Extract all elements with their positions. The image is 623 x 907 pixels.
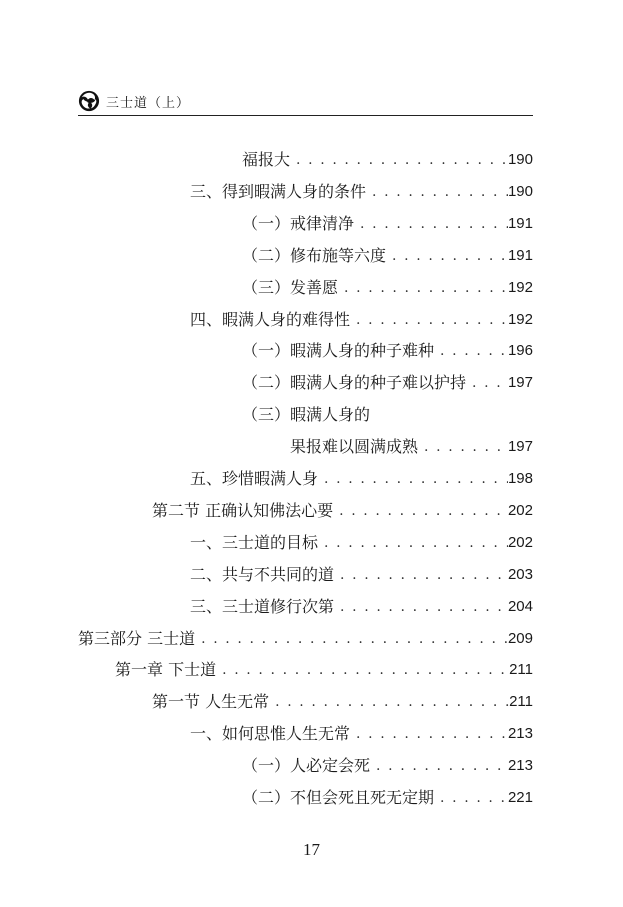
toc-entry-page: 191	[507, 246, 533, 264]
toc-entry-page: 197	[507, 374, 533, 392]
toc-leader-dots	[418, 435, 508, 459]
toc-leader-dots	[318, 531, 508, 555]
toc-leader-dots	[333, 499, 508, 523]
toc-entry	[190, 308, 533, 332]
toc-entry-page: 190	[507, 182, 533, 200]
toc-entry-title: 五、珍惜暇满人身	[190, 469, 319, 488]
toc-leader-dots	[370, 754, 508, 778]
toc-entry	[242, 148, 533, 172]
toc-entry-page: 198	[507, 470, 533, 487]
toc-entry-title: 第二节 正确认知佛法心要	[152, 500, 334, 520]
toc-leader-dots	[366, 180, 508, 204]
toc-entry-title: （二）修布施等六度	[242, 245, 387, 265]
toc-entry-page: 204	[507, 597, 533, 615]
toc-entry-title: 福报大	[242, 150, 291, 169]
toc-leader-dots	[350, 308, 508, 332]
toc-leader-dots	[354, 212, 508, 236]
swirl-emblem-icon	[78, 90, 100, 112]
toc-entry-page: 190	[507, 151, 533, 168]
toc-entry-title: 果报难以圆满成熟	[290, 437, 419, 457]
toc-entry-title: 一、如何思惟人生无常	[190, 724, 351, 744]
toc-entry-page: 191	[507, 214, 533, 232]
running-header	[78, 88, 190, 114]
toc-entry-title: 三、三士道修行次第	[190, 596, 335, 616]
toc-entry-title: （一）戒律清净	[242, 213, 355, 233]
toc-entry	[242, 212, 533, 236]
toc-entry	[242, 276, 533, 300]
toc-entry-title: （一）暇满人身的种子难种	[242, 341, 435, 361]
toc-entry-title: 第一节 人生无常	[152, 692, 270, 712]
toc-entry	[115, 658, 533, 682]
toc-entry	[190, 563, 533, 587]
toc-entry	[242, 754, 533, 778]
toc-leader-dots	[318, 467, 508, 491]
toc-entry-page: 209	[507, 629, 533, 647]
header-title: 三士道（上）	[106, 95, 191, 111]
toc-entry-page: 192	[507, 278, 533, 296]
page-number: 17	[303, 840, 320, 859]
toc-entry	[78, 627, 533, 651]
toc-leader-dots	[434, 339, 508, 363]
toc-entry	[190, 180, 533, 204]
toc-entry-page: 196	[507, 342, 533, 360]
toc-entry-page: 203	[507, 565, 533, 583]
toc-entry	[190, 531, 533, 555]
toc-entry-title: （二）暇满人身的种子难以护持	[242, 373, 467, 393]
toc-entry-title: （三）发善愿	[242, 277, 339, 297]
toc-entry	[242, 371, 533, 395]
toc-leader-dots	[334, 595, 508, 619]
toc-entry-page: 202	[507, 501, 533, 519]
toc-entry-page: 213	[507, 757, 533, 775]
toc-entry-page: 192	[507, 310, 533, 328]
toc-leader-dots	[195, 627, 508, 651]
toc-entry	[290, 435, 533, 459]
toc-leader-dots	[434, 786, 508, 810]
toc-entry-title: （三）暇满人身的	[242, 405, 371, 425]
toc-entry-title: （二）不但会死且死无定期	[242, 788, 435, 807]
toc-entry	[242, 339, 533, 363]
toc-entry	[242, 244, 533, 268]
toc-leader-dots	[338, 276, 508, 300]
toc-leader-dots	[386, 244, 508, 268]
toc-leader-dots	[216, 658, 509, 682]
toc-entry	[152, 499, 533, 523]
toc-entry-title: 一、三士道的目标	[190, 532, 319, 552]
toc-entry-title: 第三部分 三士道	[78, 628, 196, 648]
toc-entry-title: 二、共与不共同的道	[190, 564, 335, 584]
toc-entry-title: 四、暇满人身的难得性	[190, 309, 351, 329]
toc-entry-page: 211	[509, 693, 533, 711]
toc-entry	[242, 403, 533, 427]
toc-entry-page: 202	[507, 533, 533, 551]
toc-entry-page: 211	[509, 661, 533, 679]
toc-entry	[190, 722, 533, 746]
toc-entry	[242, 786, 533, 810]
toc-entry-page: 221	[507, 789, 533, 806]
toc-entry	[152, 690, 533, 714]
toc-entry-title: （一）人必定会死	[242, 756, 371, 776]
toc-leader-dots	[290, 148, 508, 172]
toc-leader-dots	[466, 371, 508, 395]
toc-entry-page: 197	[507, 438, 533, 456]
toc-entry	[190, 467, 533, 491]
header-rule	[78, 115, 533, 116]
toc-entry-page: 213	[507, 725, 533, 743]
toc-entry-title: 三、得到暇满人身的条件	[190, 181, 367, 201]
toc-entry-title: 第一章 下士道	[115, 660, 217, 680]
toc-leader-dots	[334, 563, 508, 587]
toc-leader-dots	[350, 722, 508, 746]
toc-entry	[190, 595, 533, 619]
toc-leader-dots	[269, 690, 509, 714]
